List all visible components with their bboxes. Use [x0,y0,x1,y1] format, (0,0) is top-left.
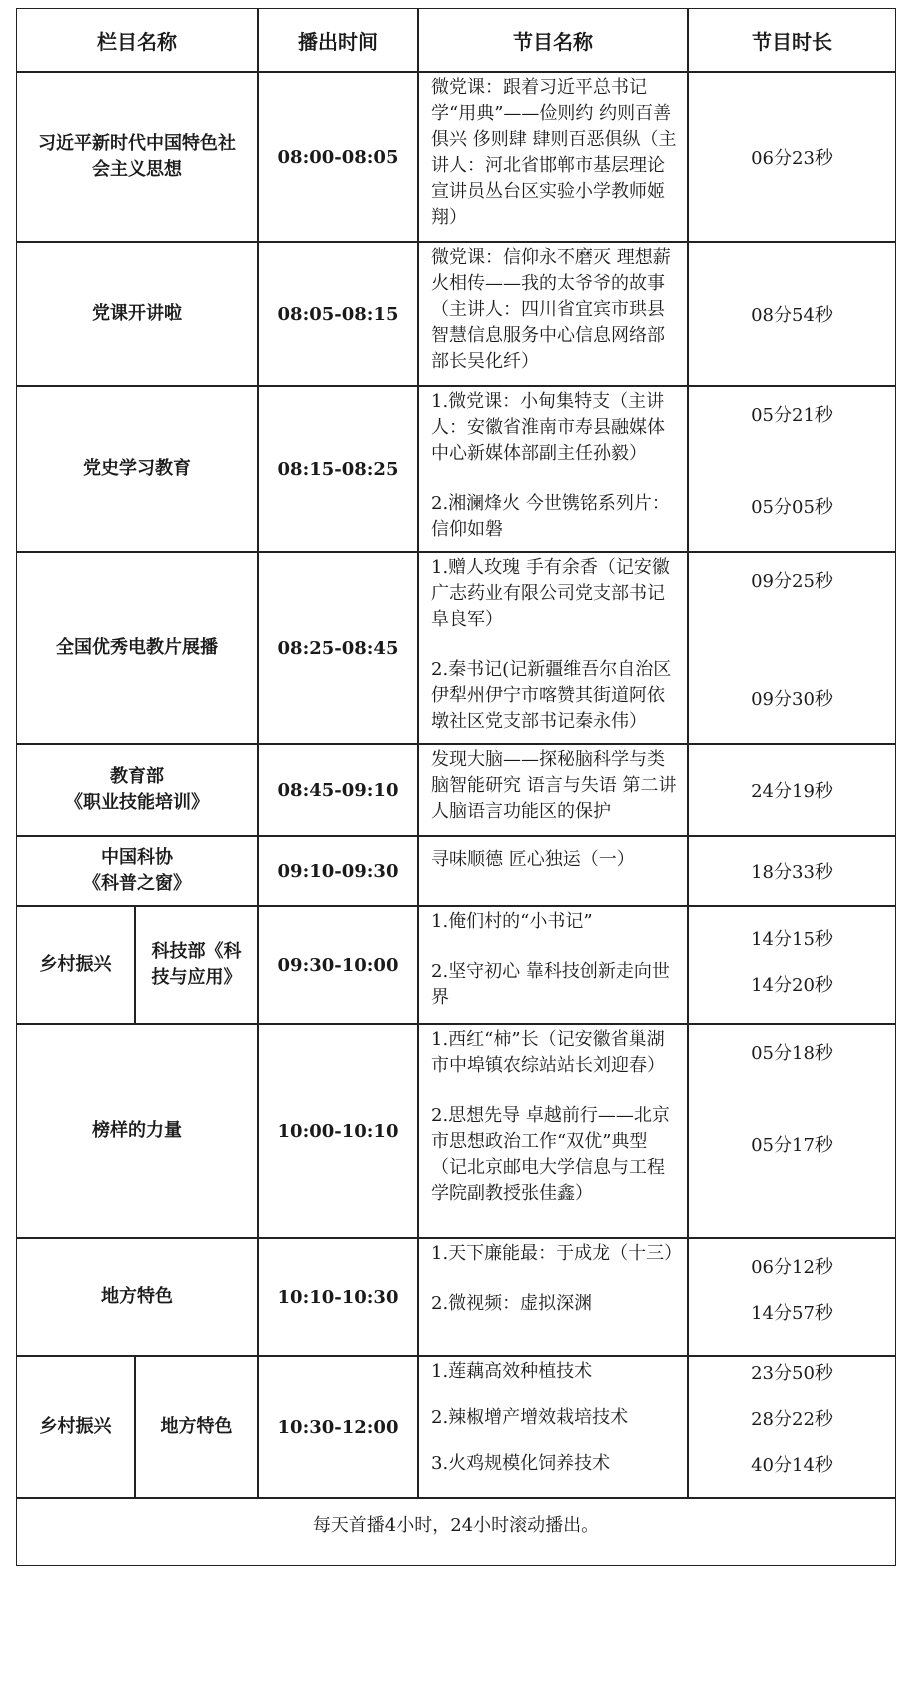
header-program-name: 节目名称 [418,8,688,72]
row-duration: 05分21秒 05分05秒 [688,386,896,552]
row-column-name: 中国科协 《科普之窗》 [16,836,258,906]
row-program: 1.微党课：小甸集特支（主讲人：安徽省淮南市寿县融媒体中心新媒体部副主任孙毅） 2.湘澜烽火 今世镌铭系列片：信仰如磐 [418,386,688,552]
row-air-time: 09:10-09:30 [258,836,418,906]
row-program: 1.莲藕高效种植技术 2.辣椒增产增效栽培技术 3.火鸡规模化饲养技术 [418,1356,688,1498]
row-duration: 06分23秒 [688,72,896,242]
row-air-time: 10:30-12:00 [258,1356,418,1498]
row-air-time: 08:45-09:10 [258,744,418,836]
row-sub-column-name: 地方特色 [135,1356,258,1498]
row-column-name: 全国优秀电教片展播 [16,552,258,744]
row-column-name: 党课开讲啦 [16,242,258,386]
row-duration: 06分12秒 14分57秒 [688,1238,896,1356]
header-column-name: 栏目名称 [16,8,258,72]
row-program: 1.西红“柿”长（记安徽省巢湖市中埠镇农综站站长刘迎春） 2.思想先导 卓越前行——北京市思想政治工作“双优”典型（记北京邮电大学信息与工程学院副教授张佳鑫） [418,1024,688,1238]
row-duration: 23分50秒 28分22秒 40分14秒 [688,1356,896,1498]
row-column-name: 乡村振兴 [16,906,135,1024]
row-duration: 18分33秒 [688,836,896,906]
header-air-time: 播出时间 [258,8,418,72]
row-duration: 24分19秒 [688,744,896,836]
row-air-time: 09:30-10:00 [258,906,418,1024]
row-program: 微党课：跟着习近平总书记学“用典”——俭则约 约则百善俱兴 侈则肆 肆则百恶俱纵（主讲人：河北省邯郸市基层理论宣讲员丛台区实验小学教师姬翔） [418,72,688,242]
schedule-table [16,8,896,1688]
row-program: 1.赠人玫瑰 手有余香（记安徽广志药业有限公司党支部书记阜良军） 2.秦书记(记新疆维吾尔自治区伊犁州伊宁市喀赞其街道阿依墩社区党支部书记秦永伟） [418,552,688,744]
row-air-time: 08:15-08:25 [258,386,418,552]
row-sub-column-name: 科技部《科技与应用》 [135,906,258,1024]
footer-note: 每天首播4小时，24小时滚动播出。 [16,1498,896,1566]
row-duration: 14分15秒 14分20秒 [688,906,896,1024]
row-air-time: 10:10-10:30 [258,1238,418,1356]
row-column-name: 乡村振兴 [16,1356,135,1498]
row-column-name: 党史学习教育 [16,386,258,552]
row-column-name: 习近平新时代中国特色社会主义思想 [16,72,258,242]
row-program: 1.天下廉能最：于成龙（十三） 2.微视频：虚拟深渊 [418,1238,688,1356]
row-duration: 05分18秒 05分17秒 [688,1024,896,1238]
row-program: 微党课：信仰永不磨灭 理想薪火相传——我的太爷爷的故事（主讲人：四川省宜宾市珙县智慧信息服务中心信息网络部部长吴化纤） [418,242,688,386]
row-air-time: 08:05-08:15 [258,242,418,386]
row-program: 寻味顺德 匠心独运（一） [418,836,688,906]
row-duration: 08分54秒 [688,242,896,386]
row-duration: 09分25秒 09分30秒 [688,552,896,744]
row-column-name: 榜样的力量 [16,1024,258,1238]
row-column-name: 地方特色 [16,1238,258,1356]
row-air-time: 08:00-08:05 [258,72,418,242]
row-air-time: 08:25-08:45 [258,552,418,744]
row-column-name: 教育部 《职业技能培训》 [16,744,258,836]
header-duration: 节目时长 [688,8,896,72]
row-program: 1.俺们村的“小书记” 2.坚守初心 靠科技创新走向世界 [418,906,688,1024]
row-air-time: 10:00-10:10 [258,1024,418,1238]
row-program: 发现大脑——探秘脑科学与类脑智能研究 语言与失语 第二讲 人脑语言功能区的保护 [418,744,688,836]
